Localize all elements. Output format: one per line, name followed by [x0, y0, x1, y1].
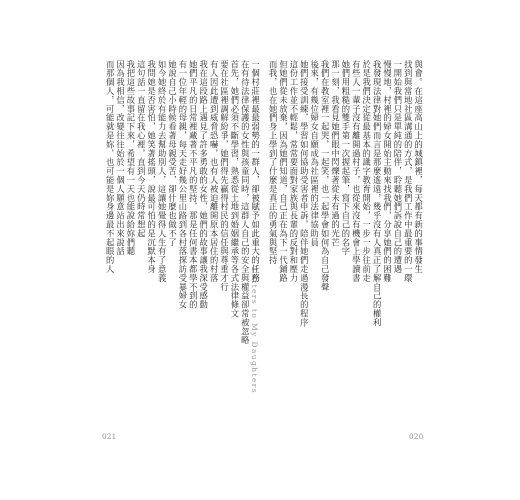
- text-column: 這份工作並不輕鬆，常常要面對家族與長輩的反對和壓力: [288, 60, 299, 283]
- text-column: 這句話一直留在我心裡，直到今天仍時常想起: [136, 60, 147, 238]
- right-page: [268, 60, 423, 380]
- text-column: 她們接受訓練，學習如何協助受害者申訴，陪伴她們走過漫長的程序: [299, 60, 310, 327]
- text-column: 我們在教室裡一起哭，一起笑，也一起學會如何為自己發聲: [320, 60, 331, 292]
- text-column: 後來，有幾位婦女自願成為社區裡的法律協助員: [309, 60, 320, 247]
- text-column: 慢慢地，村裡的婦女開始主動來找我們，分享她們的困難: [382, 60, 393, 283]
- text-column: 在有待法律保護的女性與孩童同時，這群人自己的安全與權益卻常被忽略: [240, 60, 251, 345]
- text-column: 我發現法律對她們而言是那麼遙遠，幾乎沒有人真正了解自己的權利: [372, 60, 383, 327]
- text-column: 要在社區裡調解紛爭，她們得先贏得村民的信任與尊重才行: [219, 60, 230, 292]
- text-column: 有一位年輕的母親，每天走好幾公里山路到各村落探訪受暴婦女: [177, 60, 188, 310]
- text-column: 那一刻，我看見她們眼中閃爍著從未有過的光芒: [330, 60, 341, 247]
- text-column: 她說自己小時候看著母親受苦，卻什麼也做不了: [167, 60, 178, 247]
- text-column: 有些人一輩子沒有離開過村子，也從來沒有機會上學讀書: [351, 60, 362, 283]
- running-head: Letters to My Daughters: [250, 268, 259, 394]
- text-column: 但她們從未放棄，因為她們知道，自己正在為下一代鋪路: [278, 60, 289, 283]
- text-column: 她們用粗糙的雙手第一次握起筆，寫下自己的名字: [340, 60, 351, 256]
- text-column: 我把這些故事記下來，希望有一天也能說給妳們聽: [125, 60, 136, 256]
- text-column: 與會。在這座高山上的城鎮裡，每天都有新的事情發生: [413, 60, 424, 274]
- text-column: 她們平凡的日常裡藏著不平凡的堅持，那是任何書本都學不到的: [188, 60, 199, 310]
- text-column: 於是我們決定從最基本的識字教育開始，一步一步往前走: [361, 60, 372, 283]
- text-column: 首先，她們必須不斷學習，熟悉從土地到婚姻繼承等各式法律條文: [229, 60, 240, 319]
- text-column: 一開始我們只是單純的陪伴，聆聽她們訴說自己的遭遇: [392, 60, 403, 274]
- text-column: 一個村莊裡最最弱勢的一群人，卻被賦予如此重大的任務: [250, 60, 261, 283]
- page-number-right: 020: [409, 433, 424, 441]
- text-column: 我問她是否害怕，她笑著搖頭，說最可怕的是沉默本身: [146, 60, 157, 274]
- text-column: 如今她終於有能力去幫助別人，這讓她覺得人生有了意義: [157, 60, 168, 283]
- left-page: [104, 60, 260, 380]
- text-column: 我在這段路上遇見了許多勇敢的女性，她們的故事讓我深受感動: [198, 60, 209, 310]
- text-column: 有人因此遭到威脅恐嚇，也有人被迫離開原本居住的村落: [209, 60, 220, 283]
- text-column: 找到與當地社區溝通的方式，是我們工作中最重要的一環: [403, 60, 414, 283]
- text-column: 因為我相信，改變往往始於一個人願意站出來說話: [115, 60, 126, 256]
- page-number-left: 021: [102, 433, 117, 441]
- text-column: 而我，也在她們身上學到了什麼是真正的勇氣與堅持: [268, 60, 279, 265]
- text-column: 而那個人，可能就是妳，也可能是妳身邊最不起眼的人: [105, 60, 116, 274]
